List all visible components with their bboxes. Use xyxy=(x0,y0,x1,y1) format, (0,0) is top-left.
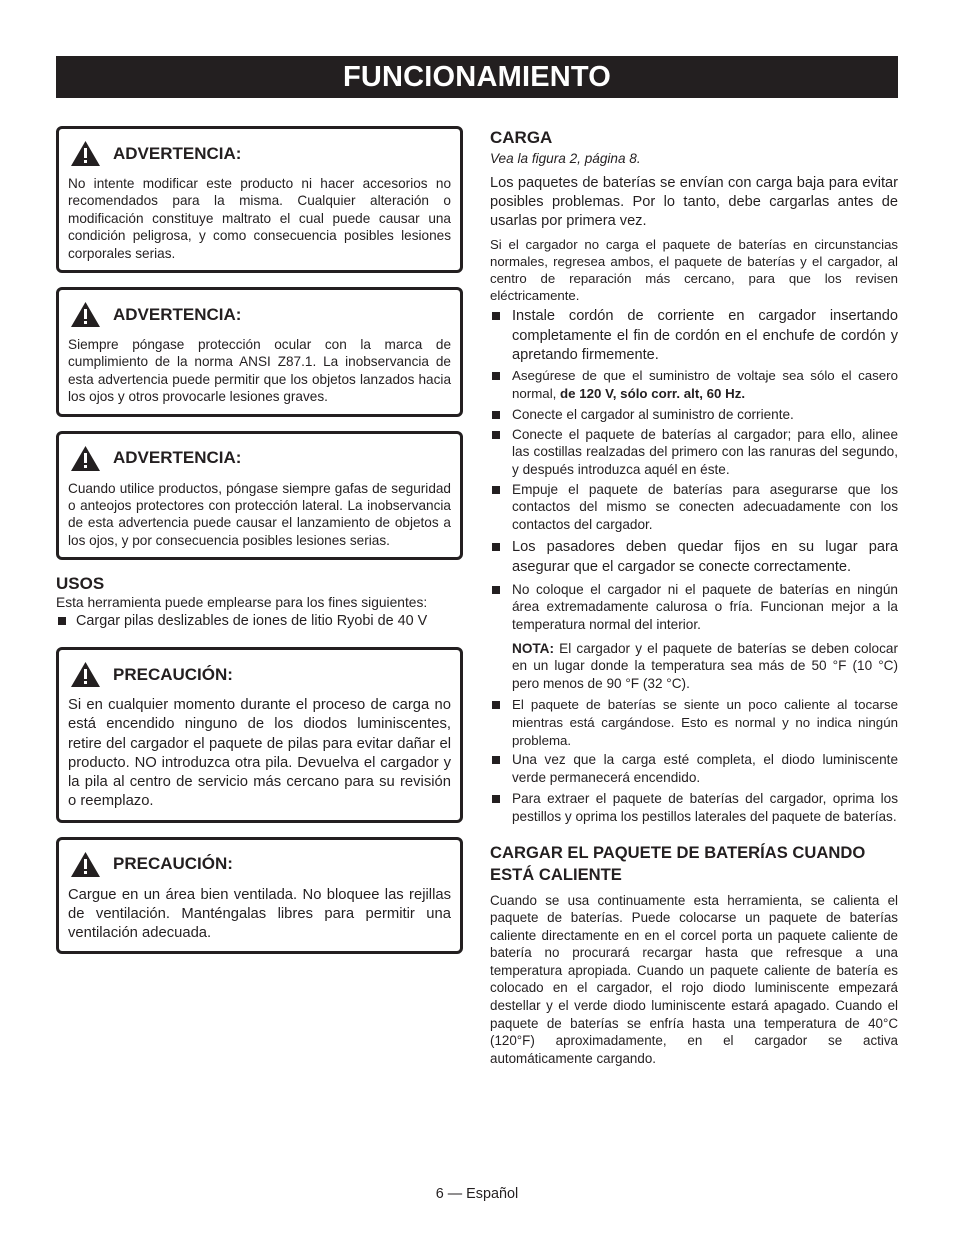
page-footer: 6 — Español xyxy=(435,1186,519,1202)
hot-battery-text: Cuando se usa continuamente esta herramienta, se calienta el paquete de baterías. Puede colocarse un paquete de baterías caliente directamente en en el corcel porta un paquete caliente de batería no procurará recargar hasta que refresque a una temperatura apropiada. Cuando un paquete caliente de batería es colocado en el cargador, el rojo diodo luminiscente empezará destellar y el verde diodo luminiscente estará apagado. Cuando el paquete de baterías se enfría hasta una temperatura de 40°C (120°F) aproximadamente, en el cargador se activa automáticamente cargando. xyxy=(490,892,898,1066)
warning-triangle-icon xyxy=(70,661,101,688)
caution-title: PRECAUCIÓN: xyxy=(113,664,233,684)
carga-heading: CARGA xyxy=(490,128,553,147)
list-item: Conecte el paquete de baterías al cargador; para ello, alinee las costillas realzadas del primero con las ranuras del segundo, y después introduzca aquél en éste. xyxy=(490,426,898,479)
warning-triangle-icon xyxy=(70,140,101,167)
list-item: Asegúrese de que el suministro de voltaje sea sólo el casero normal, de 120 V, sólo corr. alt, 60 Hz. xyxy=(490,367,898,402)
warning-triangle-icon xyxy=(70,301,101,328)
warning-triangle-icon xyxy=(70,445,101,472)
warning-title: ADVERTENCIA: xyxy=(113,304,242,324)
bullet-icon xyxy=(492,756,500,764)
list-item: Los pasadores deben quedar fijos en su lugar para asegurar que el cargador se conecte correctamente. xyxy=(490,538,898,576)
warning-triangle-icon xyxy=(70,851,101,878)
list-item: Una vez que la carga esté completa, el diodo luminiscente verde permanecerá encendido. xyxy=(490,751,898,786)
figure-reference: Vea la figura 2, página 8. xyxy=(490,151,641,166)
page-title: FUNCIONAMIENTO xyxy=(56,56,898,98)
usos-item: Cargar pilas deslizables de iones de litio Ryobi de 40 V xyxy=(76,613,428,630)
warning-title: ADVERTENCIA: xyxy=(113,143,242,163)
list-item: El paquete de baterías se siente un poco caliente al tocarse mientras está cargándose. Esto es normal y no indica ningún problema. xyxy=(490,696,898,749)
bullet-icon xyxy=(492,701,500,709)
list-item: No coloque el cargador ni el paquete de baterías en ningún área extremadamente calurosa o fría. Funcionan mejor a la temperatura normal del interior. xyxy=(490,581,898,634)
carga-paragraph-1: Los paquetes de baterías se envían con carga baja para evitar posibles problemas. Por lo tanto, debe cargarlas antes de usarlas por primera vez. xyxy=(490,175,898,230)
warning-title: ADVERTENCIA: xyxy=(113,448,242,468)
note-label: NOTA: xyxy=(512,640,555,656)
list-item: Conecte el cargador al suministro de corriente. xyxy=(490,406,898,424)
hot-battery-heading: CARGAR EL PAQUETE DE BATERÍAS CUANDO ESTÁ CALIENTE xyxy=(490,842,866,884)
list-item: Para extraer el paquete de baterías del cargador, oprima los pestillos y oprima los pestillos laterales del paquete de baterías. xyxy=(490,790,898,825)
list-item: Instale cordón de corriente en cargador insertando completamente el fin de cordón en el enchufe de cordón y apretando firmemente. xyxy=(490,307,898,365)
bullet-icon xyxy=(492,586,500,594)
usos-heading: USOS xyxy=(56,574,105,594)
left-column xyxy=(56,126,463,968)
warning-text: Cuando utilice productos, póngase siempre gafas de seguridad o anteojos protectores con protección lateral. La inobservancia de esta advertencia puede causar el lanzamiento de objetos a los ojos, y por consecuencia posibles lesiones serias. xyxy=(68,480,451,548)
carga-paragraph-2: Si el cargador no carga el paquete de baterías en circunstancias normales, regresea ambos, el paquete de baterías y el cargador, al centro de reparación más cercano, para que los revisen eléctricamente. xyxy=(490,236,898,304)
bullet-icon xyxy=(492,372,500,380)
warning-box-3 xyxy=(56,431,463,561)
warning-box-1 xyxy=(56,126,463,273)
bullet-icon xyxy=(492,411,500,419)
note-text: El cargador y el paquete de baterías se deben colocar en un lugar donde la temperatura sea más de 50 °F (10 °C) pero menos de 90 °F (32 °C). xyxy=(512,640,898,691)
bullet-icon xyxy=(492,312,500,320)
note xyxy=(512,640,898,693)
list-item: Empuje el paquete de baterías para asegurarse que los contactos del mismo se conecten adecuadamente con los contactos del cargador. xyxy=(490,481,898,534)
bullet-icon xyxy=(492,486,500,494)
caution-text: Cargue en un área bien ventilada. No bloquee las rejillas de ventilación. Manténgalas libres para permitir una ventilación adecuada. xyxy=(68,886,451,941)
warning-text: Siempre póngase protección ocular con la marca de cumplimiento de la norma ANSI Z87.1. La inobservancia de esta advertencia puede permitir que los objetos lanzados hacia los ojos y otros provocarle lesiones graves. xyxy=(68,337,451,405)
caution-box-2 xyxy=(56,837,463,955)
caution-text: Si en cualquier momento durante el proceso de carga no está encendido ninguno de los diodos luminiscentes, retire del cargador el paquete de pilas para evitar dañar el producto. NO introduzca otra pila. Devuelva el cargador y la pila al centro de servicio más cercano para su revisión o reemplazo. xyxy=(68,697,451,810)
bullet-icon xyxy=(58,617,66,625)
bullet-icon xyxy=(492,795,500,803)
caution-title: PRECAUCIÓN: xyxy=(113,854,233,873)
bullet-icon xyxy=(492,431,500,439)
bullet-icon xyxy=(492,543,500,551)
carga-list xyxy=(490,307,898,825)
list-item xyxy=(56,612,463,631)
caution-box-1 xyxy=(56,647,463,822)
usos-intro: Esta herramienta puede emplearse para los fines siguientes: xyxy=(56,595,428,611)
warning-box-2 xyxy=(56,287,463,417)
warning-text: No intente modificar este producto ni hacer accesorios no recomendados para la misma. Cualquier alteración o modificación constituye maltrato el cual puede causar una condición peligrosa, y como consecuencia posibles lesiones corporales serias. xyxy=(68,176,451,261)
right-column xyxy=(490,124,898,1067)
